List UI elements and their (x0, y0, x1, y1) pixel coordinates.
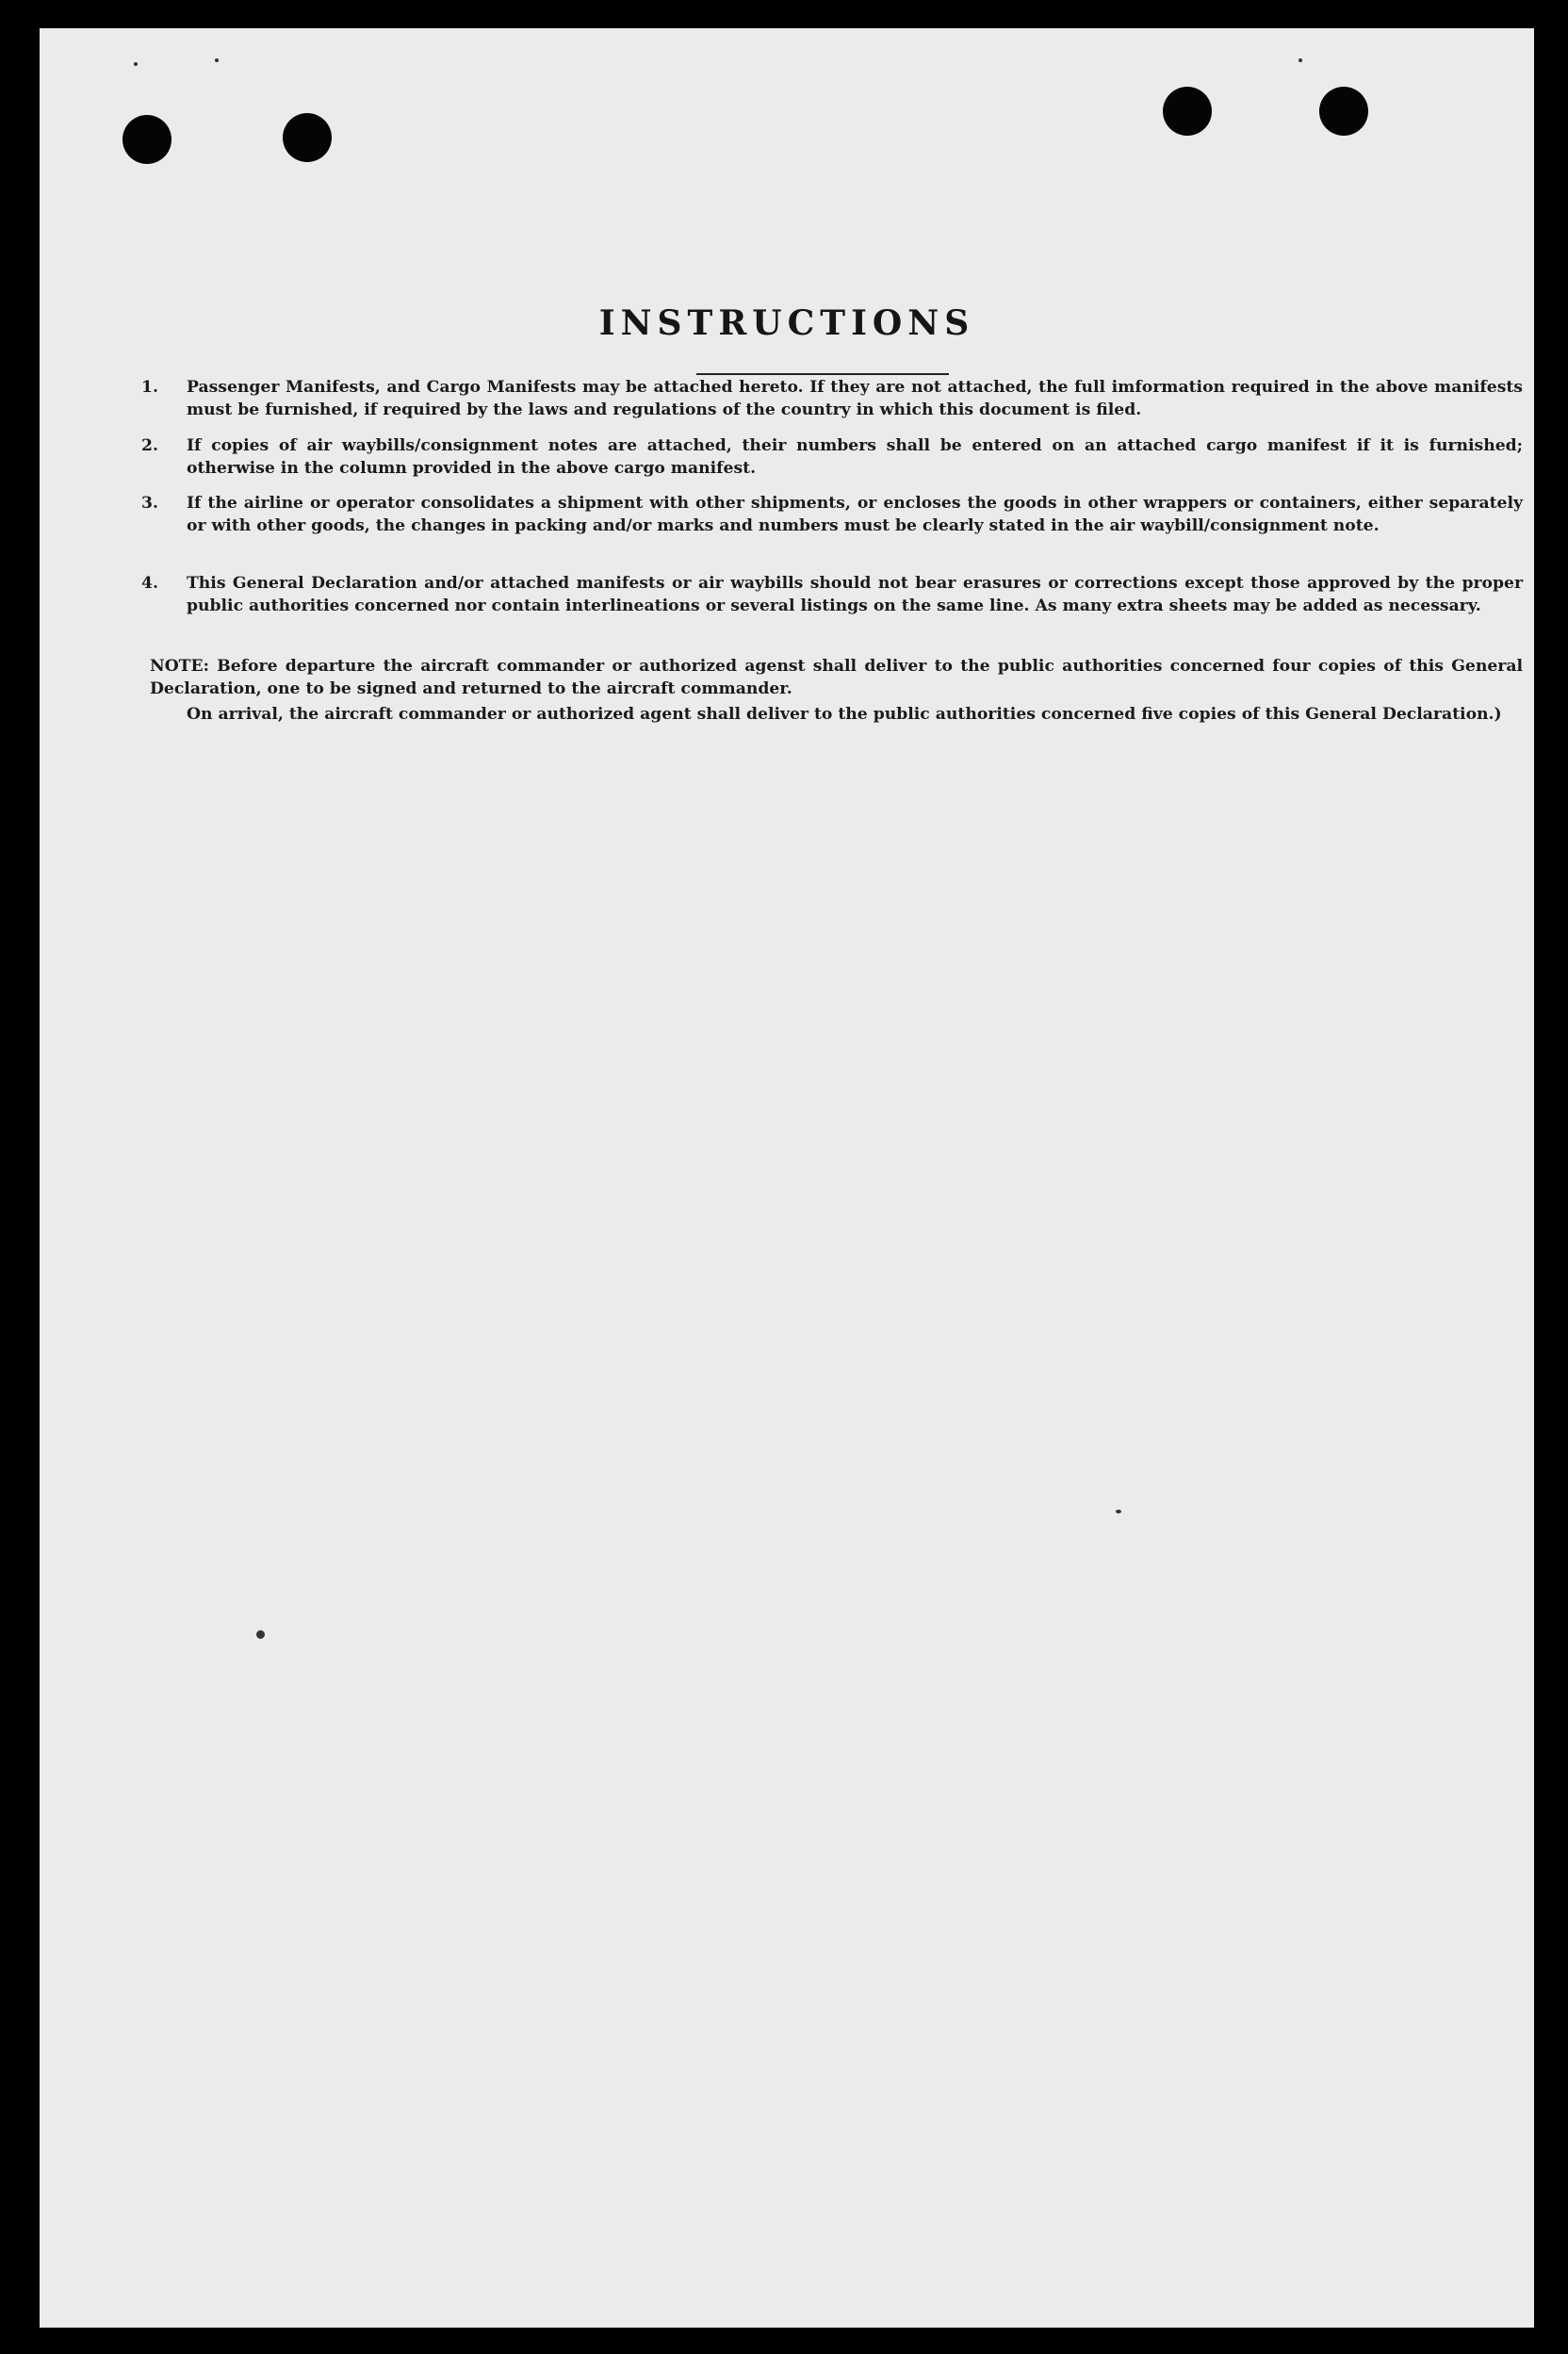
punch-hole-right-1 (1163, 87, 1212, 136)
instruction-item-2 (141, 435, 1523, 480)
instruction-number: 1. (141, 378, 158, 397)
ink-speck (215, 58, 219, 62)
ink-speck (1298, 58, 1302, 62)
ink-speck (134, 62, 138, 66)
note-label: NOTE: (150, 657, 209, 676)
note-paragraph-1 (150, 656, 1523, 700)
punch-hole-left-1 (122, 115, 172, 164)
instruction-text: This General Declaration and/or attached manifests or air waybills should not bear erasures or corrections except those approved by the proper public authorities concerned nor contain interlineations or several listings on the same line. As many extra sheets may be added as necessary. (187, 574, 1523, 615)
instruction-text: If copies of air waybills/consignment notes are attached, their numbers shall be entered on an attached cargo manifest if it is furnished; otherwise in the column provided in the above cargo manifest. (187, 436, 1523, 478)
punch-hole-right-2 (1319, 87, 1368, 136)
instruction-number: 2. (141, 436, 158, 455)
document-page (40, 28, 1534, 2328)
instruction-item-1 (141, 377, 1523, 421)
note-paragraph-2: On arrival, the aircraft commander or authorized agent shall deliver to the public authorities concerned five copies of this General Declaration.) (187, 705, 1502, 724)
instruction-item-4 (141, 573, 1523, 617)
instruction-text: If the airline or operator consolidates a shipment with other shipments, or encloses the goods in other wrappers or containers, either separately or with other goods, the changes in packing and/or marks and numbers must be clearly stated in the air waybill/consignment note. (187, 494, 1523, 535)
instruction-number: 3. (141, 494, 158, 513)
instruction-item-3 (141, 493, 1523, 537)
note-text-1: Before departure the aircraft commander or authorized agenst shall deliver to the public authorities concerned four copies of this General Declaration, one to be signed and returned to the aircraft commander. (150, 657, 1524, 698)
instruction-text: Passenger Manifests, and Cargo Manifests may be attached hereto. If they are not attached, the full imformation required in the above manifests must be furnished, if required by the laws and regulations of the country in which this document is filed. (187, 378, 1523, 419)
instruction-number: 4. (141, 574, 158, 593)
title-underline (696, 373, 949, 375)
page-title: INSTRUCTIONS (598, 303, 975, 343)
note-block (150, 656, 1523, 727)
